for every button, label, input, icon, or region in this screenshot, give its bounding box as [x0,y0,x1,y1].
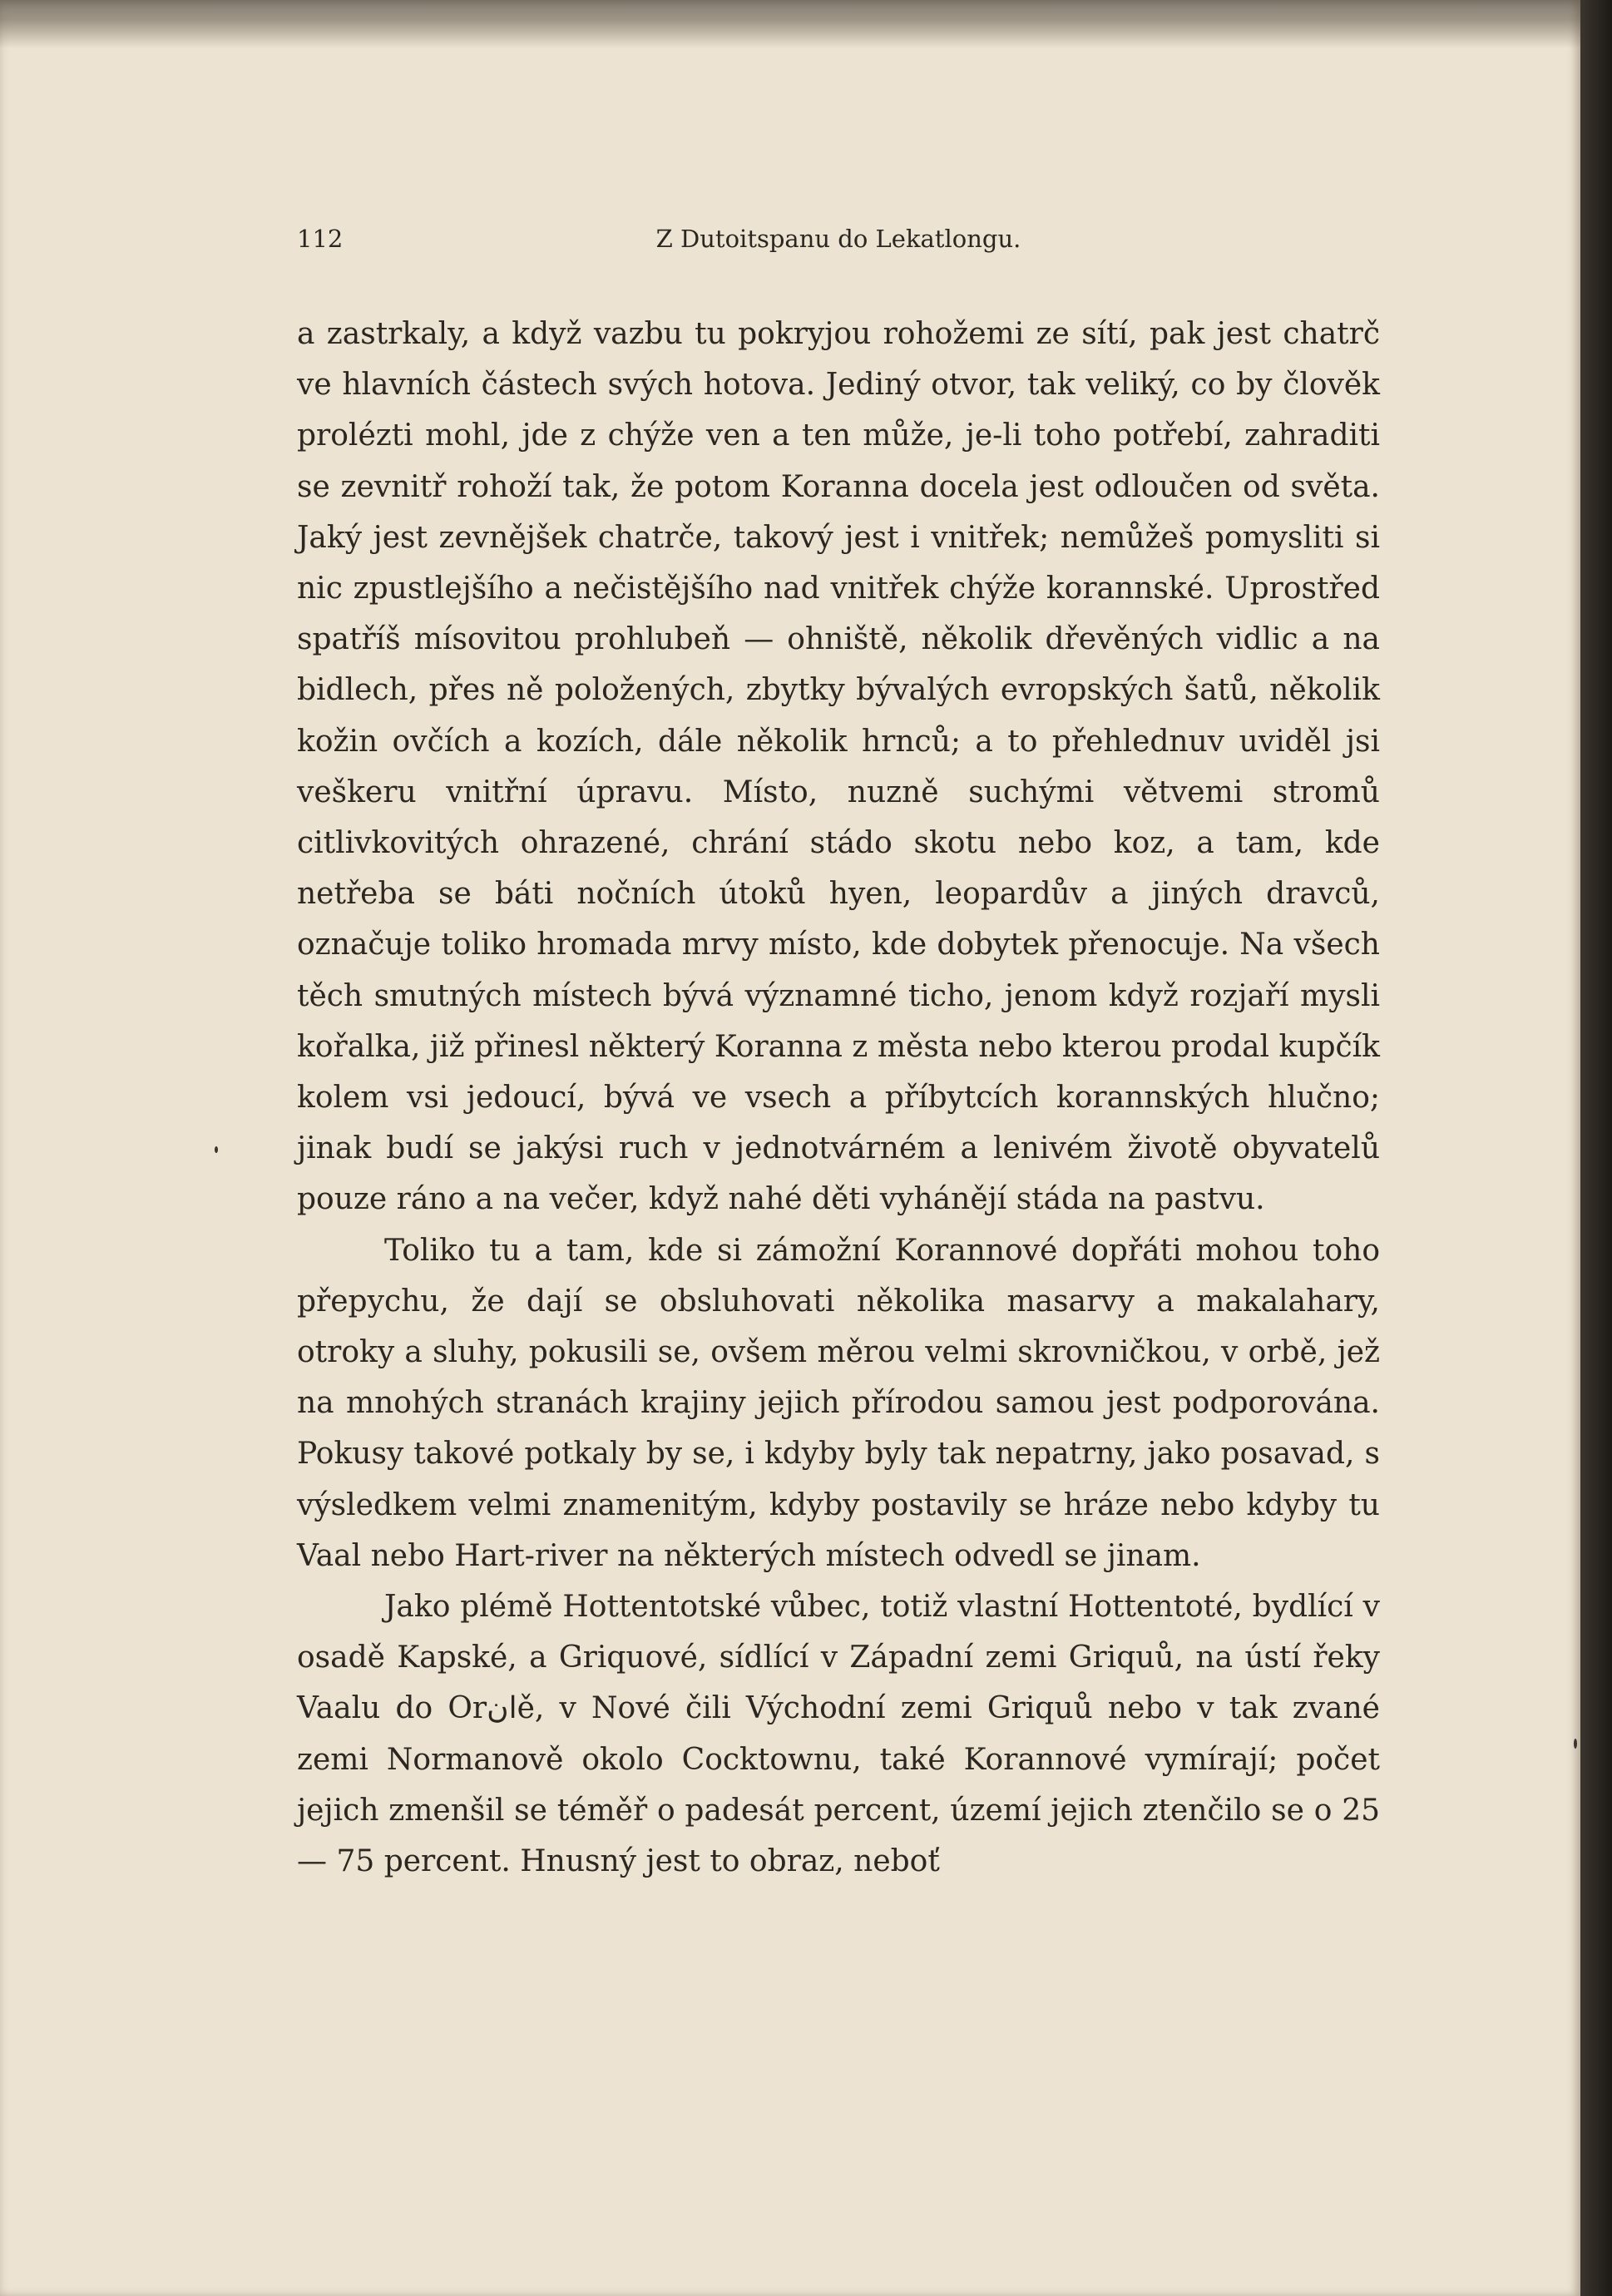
paragraph-1: a zastrkaly, a když vazbu tu pokryjou rohožemi ze sítí, pak jest chatrč ve hlavních částech svých hotova. Jediný otvor, tak veliký, co by člověk prolézti mohl, jde z chýže ven a ten může, je-li toho potřebí, zahraditi se zevnitř rohoží tak, že potom Koranna docela jest odloučen od světa. Jaký jest zevnějšek chatrče, takový jest i vnitřek; nemůžeš pomysliti si nic zpustlejšího a nečistějšího nad vnitřek chýže korannské. Uprostřed spatříš mísovitou prohlubeň — ohniště, několik dřevěných vidlic a na bidlech, přes ně položených, zbytky bývalých evropských šatů, několik kožin ovčích a kozích, dále několik hrnců; a to přehlednuv uviděl jsi veškeru vnitřní úpravu. Místo, nuzně suchými větvemi stromů citlivkovitých ohrazené, chrání stádo skotu nebo koz, a tam, kde netřeba se báti nočních útoků hyen, leopardův a jiných dravců, označuje toliko hromada mrvy místo, kde dobytek přenocuje. Na všech těch smutných místech bývá významné ticho, jenom když rozjaří mysli kořalka, již přinesl některý Koranna z města nebo kterou prodal kupčík kolem vsi jedoucí, bývá ve vsech a příbytcích korannských hlučno; jinak budí se jakýsi ruch v jednotvárném a lenivém životě obyvatelů pouze ráno a na večer, když nahé děti vyhánějí stáda na pastvu. [297,317,1380,1217]
page-top-shadow [0,0,1580,48]
paragraph-2: Toliko tu a tam, kde si zámožní Korannové dopřáti mohou toho přepychu, že dají se obsluhovati několika masarvy a makalahary, otroky a sluhy, pokusili se, ovšem měrou velmi skrovničkou, v orbě, jež na mnohých stranách krajiny jejich přírodou samou jest podporována. Pokusy takové potkaly by se, i kdyby byly tak nepatrny, jako posavad, s výsledkem velmi znamenitým, kdyby postavily se hráze nebo kdyby tu Vaal nebo Hart-river na některých místech odvedl se jinam. [297,1233,1380,1573]
paper-speck [1574,1739,1577,1749]
running-title: Z Dutoitspanu do Lekatlongu. [655,225,1021,253]
page-number: 112 [297,225,344,253]
paragraph-3: Jako plémě Hottentotské vůbec, totiž vlastní Hottentoté, bydlící v osadě Kapské, a Griquové, sídlící v Západní zemi Griquů, na ústí řeky Vaalu do Orانě, v Nové čili Východní zemi Griquů nebo v tak zvané zemi Normanově okolo Cocktownu, také Korannové vymírají; počet jejich zmenšil se téměř o padesát percent, území jejich ztenčilo se o 25 — 75 percent. Hnusný jest to obraz, neboť [297,1590,1380,1879]
page-header [297,225,1380,261]
body-text [297,309,1380,1887]
paper-speck [215,1146,218,1153]
page-binding-edge [1580,0,1612,2296]
